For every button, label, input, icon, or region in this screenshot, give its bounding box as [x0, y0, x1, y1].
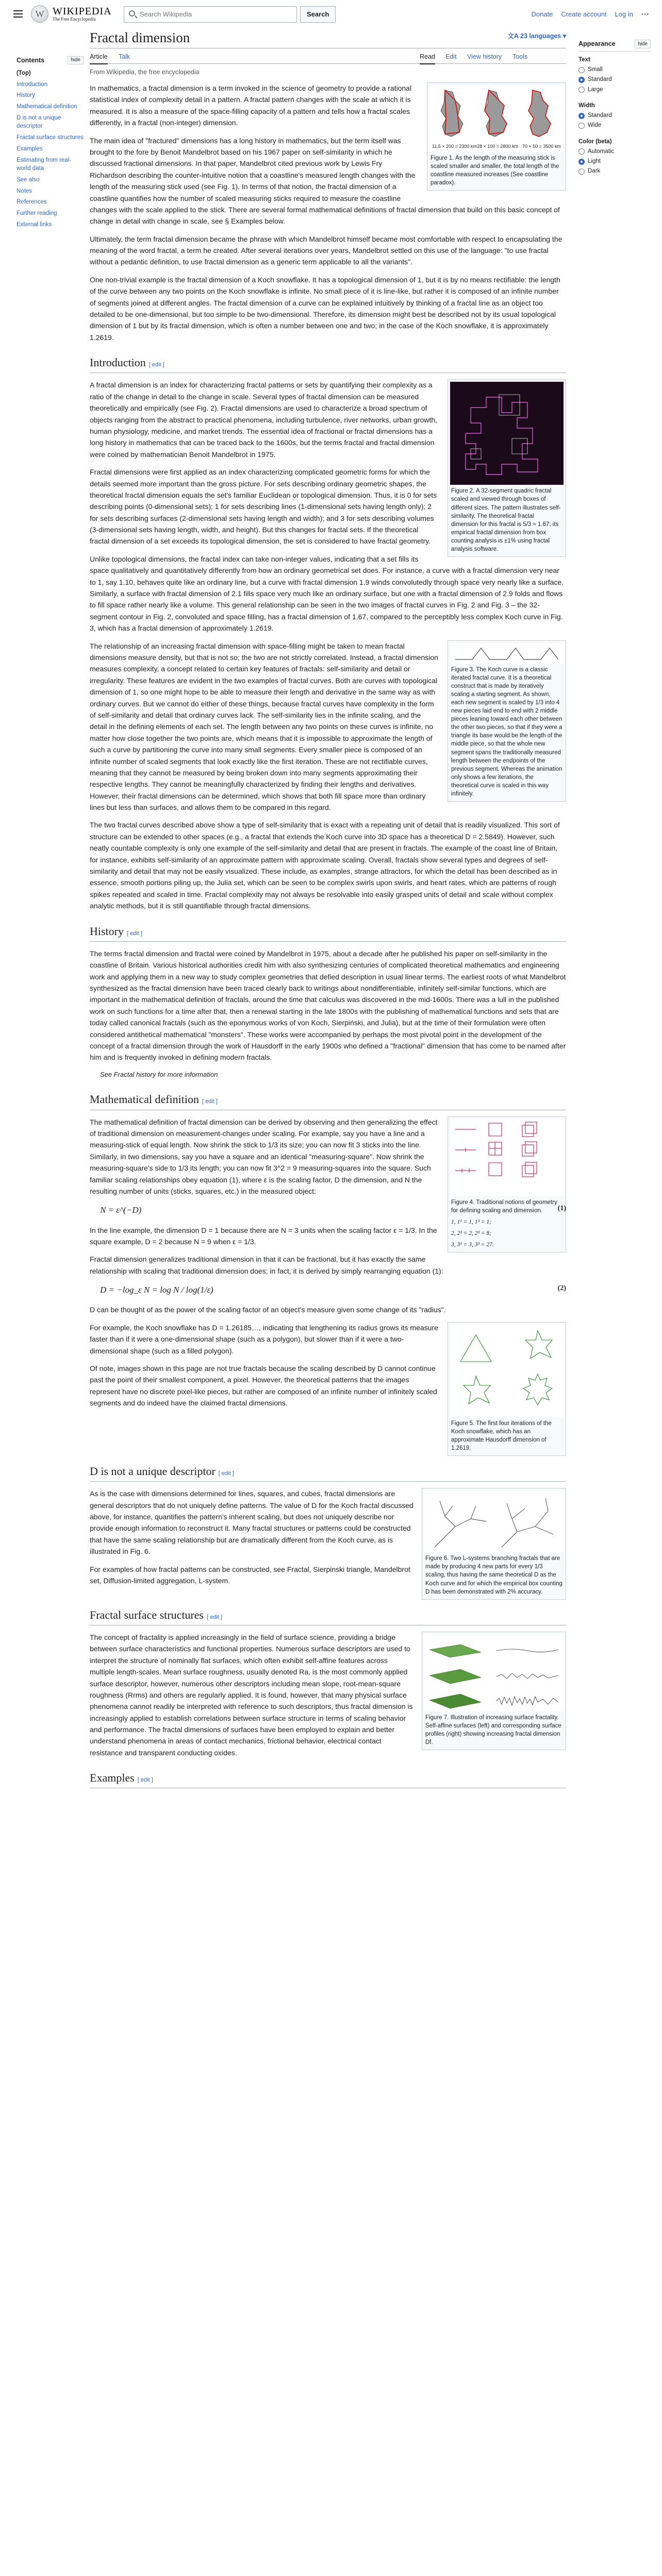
search-icon: [129, 10, 135, 16]
width-label: Width: [578, 102, 595, 109]
intro-paragraph-4: The relationship of an increasing fractal dimension with space-filling might be taken to mean fractal dimensions measure density, but that is not so; the two are not strictly correlated. Instead, a fractal dimension measures complexity, a concept related to certain key features of fractals: self-similarity and detail or irregularity. These features are evident in the two examples of fractal curves. Both are curves with topological dimension of 1, so one might hope to be able to measure their length and derivative in the same way as with ordinary curves. But we cannot do either of these things, because fractal curves have complexity in the form of self-similarity and detail that ordinary curves lack. The self-similarity lies in the infinite scaling, and the detail in the defining elements of each set. The length between any two points on these curves is infinite, no matter how close together the two points are, which means that it is impossible to approximate the length of such a curve by partitioning the curve into many small segments. Every smaller piece is composed of an infinite number of scaled segments that look exactly like the first iteration. These are not rectifiable curves, meaning that they cannot be measured by being broken down into many segments approximating their respective lengths. They cannot be meaningfully characterized by finding their lengths and derivatives. However, their fractal dimensions can be determined, which shows that both fill space more than ordinary lines but less than surfaces, and allows them to be compared in this regard.: [90, 641, 438, 812]
mathdef-paragraph-6: Of note, images shown in this page are not true fractals because the scaling described by D cannot continue past the point of their smallest component, a pixel. However, the theoretical patterns that the images represent have no discrete pixel-like pieces, but rather are composed of an infinite number of infinitely scaled segments and do indeed have the claimed fractal dimensions.: [90, 1364, 437, 1408]
toc-item-estimating[interactable]: Estimating from real-world data: [16, 157, 72, 172]
coastline-maps-image[interactable]: [429, 85, 564, 152]
history-paragraph-1: The terms fractal dimension and fractal were coined by Mandelbrot in 1975, about a decade after he published his paper on self-similarity in the coastline of Britain. Various historical authorities credit him with also synthesizing centuries of complicated theoretical mathematics and engineering work and applying them in a new way to study complex geometries that defied description in usual linear terms. The earliest roots of what Mandelbrot synthesized as the fractal dimension have been traced clearly back to writings about nondifferentiable, infinitely self-similar functions, which are important in the mathematical definition of fractals, around the time that calculus was discovered in the mid-1600s. There was a lull in the published work on such functions for a time after that, then a renewal starting in the late 1800s with the publishing of mathematical functions and sets that are today called canonical fractals (such as the eponymous works of von Koch, Sierpiński, and Julia), but at the time of their formulation were often considered antithetical mathematical "monsters". These works were accompanied by perhaps the most pivotal point in the development of the concept of a fractal dimension through the work of Hausdorff in the early 1900s who defined a "fractional" dimension that has come to be named after him and is frequently invoked in defining modern fractals.: [90, 949, 566, 1062]
heading-examples: Examples [ edit ]: [90, 1769, 566, 1788]
equation-2: D = −log_ε N = log N / log(1/ε) (2): [100, 1283, 566, 1297]
language-button[interactable]: 文A 23 languages ▾: [507, 32, 566, 40]
edit-section-link[interactable]: [ edit ]: [127, 930, 142, 937]
lead-paragraph-2: The main idea of "fractured" dimensions has a long history in mathematics, but the term itself was brought to the fore by Benoit Mandelbrot based on his 1967 paper on self-similarity in which he discussed fractional dimensions. In that paper, Mandelbrot cited previous work by Lewis Fry Richardson describing the counter-intuitive notion that a coastline's measured length changes with the length of the measuring stick used (see Fig. 1). In terms of that notion, the fractal dimension of a coastline quantifies how the number of scaled measuring sticks required to measure the coastline changes with the scale applied to the stick. There are several formal mathematical definitions of fractal dimension that build on this basic concept of change in detail with change in scale, see § Examples below.: [90, 136, 560, 226]
article-main: [90, 26, 566, 1794]
intro-paragraph-1: A fractal dimension is an index for characterizing fractal patterns or sets by quantifying their complexity as a ratio of the change in detail to the change in scale. Several types of fractal dimension can be measured theoretically and empirically (see Fig. 2). Fractal dimensions are used to characterize a broad spectrum of objects ranging from the abstract to practical phenomena, including turbulence, river networks, urban growth, human physiology, medicine, and market trends. The essential idea of fractional or fractal dimensions has a long history in mathematics that can be traced back to the 1600s, but the terms fractal and fractal dimension were coined by mathematician Benoit Mandelbrot in 1975.: [90, 381, 437, 459]
quadric-fractal-image[interactable]: [450, 382, 564, 485]
heading-mathematical-definition: Mathematical definition [ edit ]: [90, 1090, 566, 1110]
appearance-hide-button[interactable]: hide: [635, 40, 651, 48]
intro-paragraph-5: The two fractal curves described above show a type of self-similarity that is exact with a repeating unit of detail that is readily visualized. This sort of structure can be extended to other spaces (e.g., a fractal that extends the Koch curve into 3D space has a theoretical D = 2.5849). However, such neatly countable complexity is only one example of the self-similarity and detail that are present in fractals. The example of the coast line of Britain, for instance, exhibits self-similarity of an approximate pattern with approximate scaling. Overall, fractals show several types and degrees of self-similarity and detail that may not be easily visualized. These include, as examples, strange attractors, for which the detail has been described as in essence, smooth portions piling up, the Julia set, which can be seen to be complex swirls upon swirls, and heart rates, which are patterns of rough spikes repeated and scaled in time. Fractal complexity may not always be resolvable into easily grasped units of detail and scale without complex analytic methods, but it is still quantifiable through fractal dimensions.: [90, 821, 560, 910]
figure-4-row-1: 1, 1¹ = 1, 1³ = 1;: [451, 1218, 491, 1225]
equation-1-number: (1): [557, 1205, 566, 1213]
toc-item-top[interactable]: (Top): [16, 70, 31, 77]
table-of-contents: [16, 56, 84, 231]
equation-1: N = ε^(−D) (1): [100, 1203, 566, 1217]
toc-item-history[interactable]: History: [16, 92, 35, 99]
appearance-title: Appearance: [578, 40, 616, 47]
color-group: [578, 138, 651, 176]
search-placeholder: Search Wikipedia: [140, 10, 192, 18]
figure-1-caption: Figure 1. As the length of the measuring stick is scaled smaller and smaller, the total length of the coastline measured increases (See coastline paradox).: [431, 155, 559, 187]
history-hatnote: See Fractal history for more information: [100, 1070, 218, 1078]
figure-1: [427, 82, 566, 191]
site-tagline: The Free Encyclopedia: [53, 16, 96, 22]
create-account-link[interactable]: Create account: [561, 10, 607, 18]
toc-item-mathematical-definition[interactable]: Mathematical definition: [16, 104, 77, 110]
figure-6: [422, 1488, 566, 1599]
personal-tools: [531, 9, 650, 20]
toc-item-not-unique[interactable]: D is not a unique descriptor: [16, 114, 61, 130]
color-label: Color (beta): [578, 138, 612, 145]
wikipedia-logo[interactable]: [31, 5, 112, 23]
radio-selected-icon: [578, 77, 585, 83]
edit-section-link[interactable]: [ edit ]: [218, 1470, 234, 1477]
color-automatic[interactable]: Automatic: [578, 147, 651, 156]
globe-icon: W: [31, 5, 48, 23]
scaling-geometry-image[interactable]: [450, 1119, 564, 1196]
text-size-standard[interactable]: Standard: [578, 75, 651, 84]
surface-fractality-image[interactable]: [424, 1634, 564, 1711]
mathdef-paragraph-5: For example, the Koch snowflake has D = 1.26185…, indicating that lengthening its radius grows its measure faster than if it were a one-dimensional shape (such as a polygon), but slower than if it were a two-dimensional shape (such as a filled polygon).: [90, 1323, 438, 1355]
figure-4: [448, 1116, 566, 1252]
toc-item-examples[interactable]: Examples: [16, 145, 43, 152]
fig1-label-1: 11.5 × 200 = 2300 km: [432, 144, 477, 149]
text-size-large[interactable]: Large: [578, 86, 651, 94]
intro-paragraph-3: Unlike topological dimensions, the fractal index can take non-integer values, indicating that a set fills its space qualitatively and quantitatively differently from how an ordinary geometrical set does. For instance, a curve with a fractal dimension very near to 1, say 1.10, behaves quite like an ordinary line, but a curve with fractal dimension 1.9 winds convolutedly through space very nearly like a surface. Similarly, a surface with fractal dimension of 2.1 fills space very much like an ordinary surface, but one with a fractal dimension of 2.9 folds and flows to fill space rather nearly like a volume. This general relationship can be seen in the two images of fractal curves in Fig. 2 and Fig. 3 – the 32-segment contour in Fig. 2, convoluted and space filling, has a fractal dimension of 1.67, compared to the perceptibly less complex Koch curve in Fig. 3, which has a fractal dimension of approximately 1.2619.: [90, 554, 564, 633]
color-light[interactable]: Light: [578, 157, 651, 166]
figure-4-row-2: 2, 2¹ = 2, 2³ = 8;: [451, 1230, 491, 1236]
figure-6-caption: Figure 6. Two L-systems branching fractals that are made by producing 4 new parts for every 1/3 scaling, thus having the same theoretical D as the Koch curve and for which the empirical box counting D has been demonstrated with 2% accuracy.: [425, 1555, 562, 1595]
mathdef-paragraph-3: Fractal dimension generalizes traditional dimension in that it can be fractional, but it has exactly the same relationship with scaling that traditional dimension does; in fact, it is derived by simply rearranging equation (1):: [90, 1255, 443, 1275]
unique-paragraph-2: For examples of how fractal patterns can be constructed, see Fractal, Sierpinski triangle, Mandelbrot set, Diffusion-limited aggregation, L-system.: [90, 1565, 410, 1585]
mathdef-paragraph-2: In the line example, the dimension D = 1 because there are N = 3 units when the scaling factor ε = 1/3. In the square example, D = 2 because N = 9 when ε = 1/3.: [90, 1226, 437, 1246]
site-header: [0, 0, 662, 29]
radio-icon: [578, 123, 585, 129]
fig1-label-2: 28 × 100 = 2800 km: [477, 144, 519, 149]
figure-7-caption: Figure 7. Illustration of increasing surface fractality. Self-affine surfaces (left) and corresponding surface profiles (right) showing increasing fractal dimension Df.: [425, 1714, 561, 1746]
figure-4-row-3: 3, 3¹ = 3, 3³ = 27.: [451, 1242, 494, 1248]
toc-item-see-also[interactable]: See also: [16, 176, 40, 183]
radio-icon: [578, 168, 585, 175]
page-title: Fractal dimension: [90, 30, 190, 45]
figure-5-caption: Figure 5. The first four iterations of the Koch snowflake, which has an approximate Hausdorff dimension of 1.2619.: [451, 1420, 552, 1451]
edit-section-link[interactable]: [ edit ]: [202, 1098, 218, 1105]
heading-surface-structures: Fractal surface structures [ edit ]: [90, 1606, 566, 1625]
text-size-small[interactable]: Small: [578, 65, 651, 74]
toc-item-notes[interactable]: Notes: [16, 188, 32, 194]
main-menu-icon[interactable]: [11, 7, 25, 21]
edit-section-link[interactable]: [ edit ]: [148, 362, 164, 368]
figure-5: [448, 1322, 566, 1456]
heading-not-unique: D is not a unique descriptor [ edit ]: [90, 1462, 566, 1482]
radio-icon: [578, 67, 585, 73]
lead-paragraph-3: Ultimately, the term fractal dimension became the phrase with which Mandelbrot himself became most comfortable with respect to encapsulating the meaning of the word fractal, a term he created. After several iterations over years, Mandelbrot settled on this use of the language: "to use fractal without a pedantic definition, to use fractal dimension as a generic term applicable to all the variants".: [90, 234, 562, 266]
search-input[interactable]: [124, 6, 297, 23]
koch-curve-image[interactable]: [450, 643, 564, 664]
mathdef-paragraph-4: D can be thought of as the power of the scaling factor of an object's measure given some change of its "radius".: [90, 1306, 446, 1314]
lead-paragraph-4: One non-trivial example is the fractal dimension of a Koch snowflake. It has a topological dimension of 1, but it is by no means rectifiable: the length of the curve between any two points on the Koch snowflake is infinite. No small piece of it is line-like, but rather it is composed of an infinite number of segments joined at different angles. The fractal dimension of a curve can be explained intuitively by thinking of a fractal line as an object too detailed to be one-dimensional, but too simple to be two-dimensional. Therefore, its dimension might best be described not by its usual topological dimension of 1 but by its fractal dimension, which is often a number between one and two; in the case of the Koch snowflake, it is approximately 1.2619.: [90, 275, 560, 342]
heading-history: History [ edit ]: [90, 922, 566, 942]
equation-2-number: (2): [557, 1284, 566, 1293]
lead-paragraph-1: In mathematics, a fractal dimension is a term invoked in the science of geometry to provide a rational statistical index of complexity detail in a pattern. A fractal pattern changes with the scale at which it is measured. It is also a measure of the space-filling capacity of a pattern and tells how a fractal scales differently, in a fractal (non-integer) dimension.: [90, 84, 412, 127]
radio-selected-icon: [578, 113, 585, 119]
text-size-label: Text: [578, 56, 590, 63]
page-tabs: [90, 48, 566, 64]
toc-item-further-reading[interactable]: Further reading: [16, 210, 57, 216]
appearance-panel: [578, 39, 651, 183]
login-link[interactable]: Log in: [615, 10, 633, 18]
toc-item-surface-structures[interactable]: Fractal surface structures: [16, 134, 84, 141]
koch-snowflake-image[interactable]: [450, 1325, 564, 1417]
tab-article[interactable]: Article: [90, 52, 108, 64]
toc-item-references[interactable]: References: [16, 199, 47, 206]
toc-item-introduction[interactable]: Introduction: [16, 81, 48, 88]
toc-title: Contents: [16, 57, 45, 64]
width-standard[interactable]: Standard: [578, 111, 651, 120]
tab-read[interactable]: Read: [420, 52, 435, 64]
figure-4-caption: Figure 4. Traditional notions of geometry for defining scaling and dimension.: [451, 1199, 557, 1214]
unique-paragraph-1: As is the case with dimensions determined for lines, squares, and cubes, fractal dimensions are general descriptors that do not uniquely define patterns. The value of D for the Koch fractal discussed above, for instance, quantifies the pattern's inherent scaling, but does not uniquely describe nor provide enough information to reconstruct it. Many fractal structures or patterns could be constructed that have the same scaling relationship but are dramatically different from the Koch curve, as is illustrated in Fig. 6.: [90, 1489, 413, 1556]
width-wide[interactable]: Wide: [578, 121, 651, 130]
text-size-group: [578, 56, 651, 94]
toc-hide-button[interactable]: hide: [68, 56, 84, 65]
search-button[interactable]: Search: [300, 6, 336, 23]
donate-link[interactable]: Donate: [531, 10, 553, 18]
tab-view-history[interactable]: View history: [467, 53, 502, 60]
tagline: From Wikipedia, the free encyclopedia: [90, 69, 200, 76]
surface-paragraph-1: The concept of fractality is applied increasingly in the field of surface science, providing a bridge between surface characteristics and functional properties. Numerous surface descriptors are used to interpret the structure of nominally flat surfaces, which often exhibit self-affine features across multiple length-scales. Mean surface roughness, usually denoted Ra, is the most commonly applied surface descriptor, however, numerous other descriptors including mean slope, root-mean-square roughness (Rrms) and others are regularly applied. It is found, however, that many physical surface phenomena cannot readily be interpreted with reference to such descriptors, thus fractal dimension is increasingly applied to establish correlations between surface structure in terms of scaling behavior and performance. The fractal dimensions of surfaces have been employed to explain and better understand phenomena in areas of contact mechanics, frictional behavior, electrical contact resistance and transparent conducting oxides.: [90, 1633, 413, 1757]
figure-2: [448, 379, 566, 557]
radio-selected-icon: [578, 159, 585, 165]
intro-paragraph-2: Fractal dimensions were first applied as an index characterizing complicated geometric forms for which the details seemed more important than the gross picture. For sets describing ordinary geometric shapes, the theoretical fractal dimension equals the set's familiar Euclidean or topological dimension. Thus, it is 0 for sets describing points (0-dimensional sets); 1 for sets describing lines (1-dimensional sets having length only); 2 for sets describing surfaces (2-dimensional sets having length and width); and 3 for sets describing volumes (3-dimensional sets having length, width, and height). But this changes for fractal sets. If the theoretical fractal dimension of a set exceeds its topological dimension, the set is considered to have fractal geometry.: [90, 468, 437, 546]
more-options-icon[interactable]: ···: [641, 10, 650, 18]
edit-section-link[interactable]: [ edit ]: [207, 1614, 223, 1620]
figure-7: [422, 1632, 566, 1750]
mathdef-paragraph-1: The mathematical definition of fractal dimension can be derived by observing and then generalizing the effect of traditional dimension on measurement-changes under scaling. For example, say you have a line and a measuring-stick of equal length. Now shrink the stick to 1/3 its size; you can now fit 3 sticks into the line. Similarly, in two dimensions, say you have a square and an identical "measuring-square". Now shrink the measuring-square's side to 1/3 its length; you can now fit 3^2 = 9 measuring-squares into the square. Such familiar scaling relationships obey equation (1), where ε is the scaling factor, D the dimension, and N the resulting number of units (sticks, squares, etc.) in the measured object:: [90, 1117, 438, 1195]
heading-introduction: Introduction [ edit ]: [90, 353, 566, 373]
site-name: WIKIPEDIA: [53, 5, 112, 17]
radio-icon: [578, 148, 585, 155]
figure-3: [448, 640, 566, 802]
color-dark[interactable]: Dark: [578, 167, 651, 176]
tab-tools[interactable]: Tools: [512, 53, 528, 60]
lsystem-branching-image[interactable]: [424, 1490, 564, 1552]
edit-section-link[interactable]: [ edit ]: [137, 1777, 153, 1784]
toc-item-external-links[interactable]: External links: [16, 221, 52, 228]
figure-3-caption: Figure 3. The Koch curve is a classic iterated fractal curve. It is a theoretical construct that is made by iteratively scaling a starting segment. As shown, each new segment is scaled by 1/3 into 4 new pieces laid end to end with 2 middle pieces leaning toward each other between the other two pieces, so that if they were a triangle its base would be the length of the middle piece, so that the whole new segment spans the traditionally measured length between the endpoints of the previous segment. Whereas the animation only shows a few iterations, the theoretical curve is scaled in this way infinitely.: [451, 666, 562, 797]
tab-edit[interactable]: Edit: [445, 53, 457, 60]
figure-2-caption: Figure 2. A 32-segment quadric fractal scaled and viewed through boxes of different sizes. The pattern illustrates self-similarity. The theoretical fractal dimension for this fractal is 5/3 ≈ 1.67; its empirical fractal dimension from box counting analysis is ±1% using fractal analysis software.: [451, 488, 561, 553]
tab-talk[interactable]: Talk: [119, 53, 130, 60]
width-group: [578, 101, 651, 130]
fig1-label-3: 70 × 50 = 3500 km: [522, 144, 561, 149]
radio-icon: [578, 87, 585, 93]
